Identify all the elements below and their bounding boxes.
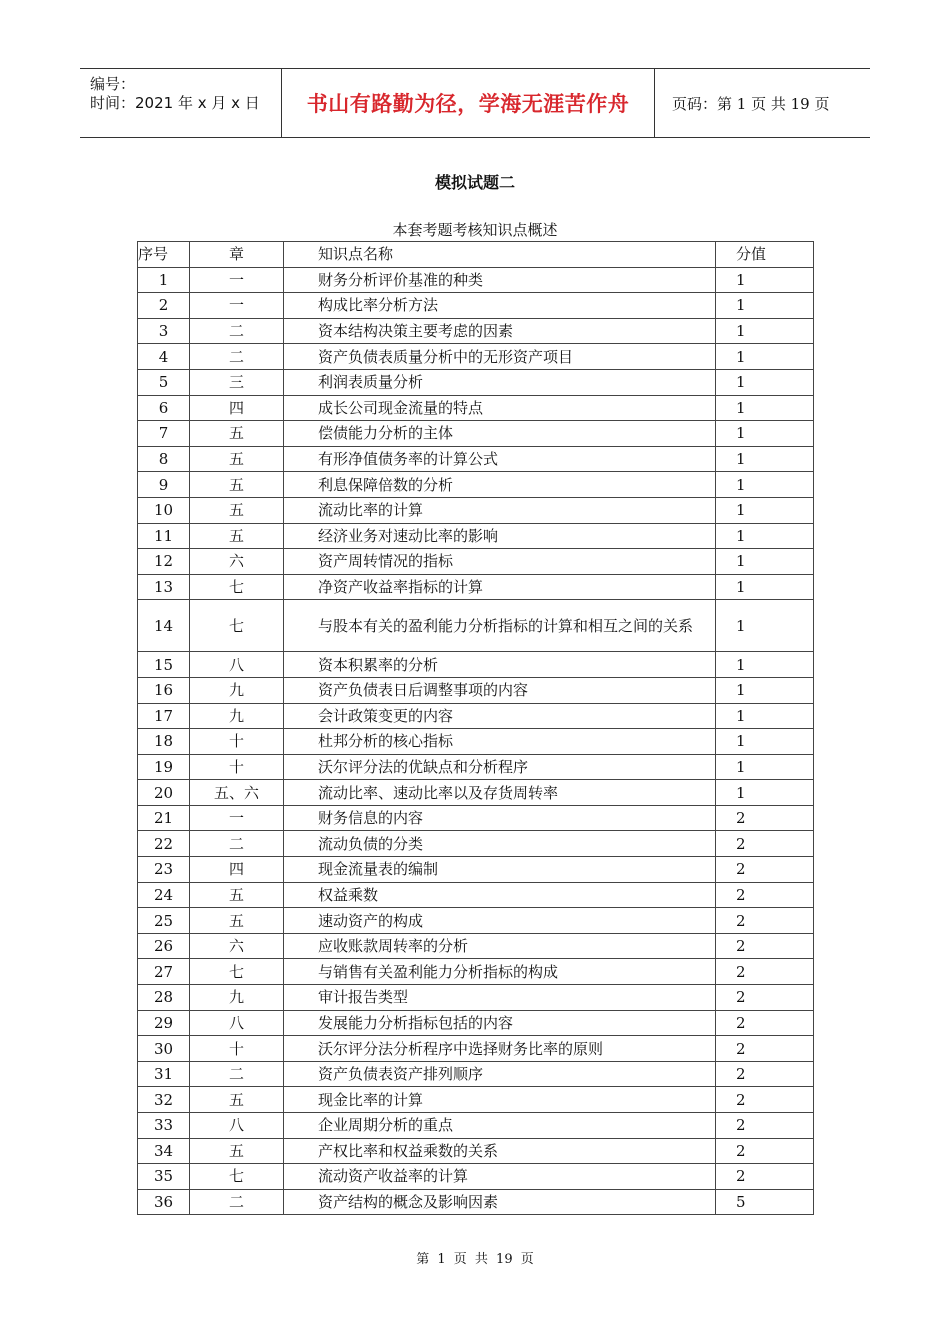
- table-row: [138, 497, 814, 523]
- header-page-info: [664, 69, 870, 137]
- row-topic: 资产负债表日后调整事项的内容: [284, 677, 716, 703]
- page-info-text: 页码：第 1 页 共 19 页: [672, 94, 830, 113]
- row-score: 1: [716, 600, 814, 652]
- page-footer: 第 1 页 共 19 页: [416, 1252, 534, 1267]
- row-topic: 与股本有关的盈利能力分析指标的计算和相互之间的关系: [284, 600, 716, 652]
- table-row: [138, 1010, 814, 1036]
- row-chapter: 八: [190, 652, 284, 678]
- row-score: 1: [716, 497, 814, 523]
- row-index: 12: [138, 549, 190, 575]
- row-index: 34: [138, 1138, 190, 1164]
- row-score: 1: [716, 395, 814, 421]
- row-topic: 构成比率分析方法: [284, 293, 716, 319]
- row-index: 30: [138, 1036, 190, 1062]
- table-row: [138, 985, 814, 1011]
- row-chapter: 六: [190, 933, 284, 959]
- row-index: 2: [138, 293, 190, 319]
- row-topic: 资本积累率的分析: [284, 652, 716, 678]
- row-score: 2: [716, 1036, 814, 1062]
- row-chapter: 五: [190, 523, 284, 549]
- table-row: [138, 318, 814, 344]
- row-chapter: 九: [190, 985, 284, 1011]
- number-label: 编号：: [90, 75, 136, 93]
- table-row: [138, 959, 814, 985]
- row-index: 19: [138, 754, 190, 780]
- row-topic: 财务分析评价基准的种类: [284, 267, 716, 293]
- table-row: [138, 472, 814, 498]
- table-row: [138, 1164, 814, 1190]
- row-index: 15: [138, 652, 190, 678]
- row-score: 1: [716, 549, 814, 575]
- table-row: [138, 446, 814, 472]
- row-index: 3: [138, 318, 190, 344]
- row-index: 35: [138, 1164, 190, 1190]
- row-index: 11: [138, 523, 190, 549]
- row-topic: 杜邦分析的核心指标: [284, 729, 716, 755]
- row-topic: 资产结构的概念及影响因素: [284, 1189, 716, 1215]
- table-row: [138, 395, 814, 421]
- row-topic: 流动比率的计算: [284, 497, 716, 523]
- row-chapter: 五: [190, 1087, 284, 1113]
- row-index: 33: [138, 1113, 190, 1139]
- row-topic: 资产负债表资产排列顺序: [284, 1061, 716, 1087]
- table-row: [138, 600, 814, 652]
- row-score: 2: [716, 933, 814, 959]
- row-chapter: 二: [190, 1189, 284, 1215]
- row-topic: 速动资产的构成: [284, 908, 716, 934]
- row-topic: 沃尔评分法的优缺点和分析程序: [284, 754, 716, 780]
- row-chapter: 二: [190, 344, 284, 370]
- row-index: 28: [138, 985, 190, 1011]
- row-chapter: 三: [190, 369, 284, 395]
- date-label: 时间：2021 年 x 月 x 日: [90, 94, 260, 112]
- row-index: 6: [138, 395, 190, 421]
- row-index: 13: [138, 574, 190, 600]
- row-topic: 与销售有关盈利能力分析指标的构成: [284, 959, 716, 985]
- row-topic: 发展能力分析指标包括的内容: [284, 1010, 716, 1036]
- row-topic: 审计报告类型: [284, 985, 716, 1011]
- row-score: 5: [716, 1189, 814, 1215]
- table-row: [138, 369, 814, 395]
- row-index: 16: [138, 677, 190, 703]
- row-score: 1: [716, 652, 814, 678]
- row-chapter: 十: [190, 1036, 284, 1062]
- row-chapter: 一: [190, 805, 284, 831]
- row-score: 2: [716, 1087, 814, 1113]
- row-topic: 产权比率和权益乘数的关系: [284, 1138, 716, 1164]
- row-score: 2: [716, 857, 814, 883]
- row-index: 24: [138, 882, 190, 908]
- row-score: 2: [716, 1061, 814, 1087]
- row-chapter: 一: [190, 267, 284, 293]
- row-index: 17: [138, 703, 190, 729]
- row-topic: 流动比率、速动比率以及存货周转率: [284, 780, 716, 806]
- row-score: 2: [716, 985, 814, 1011]
- knowledge-points-table: [137, 241, 814, 1215]
- row-chapter: 四: [190, 395, 284, 421]
- row-topic: 偿债能力分析的主体: [284, 421, 716, 447]
- row-chapter: 九: [190, 677, 284, 703]
- row-topic: 流动负债的分类: [284, 831, 716, 857]
- table-row: [138, 344, 814, 370]
- row-topic: 成长公司现金流量的特点: [284, 395, 716, 421]
- row-score: 2: [716, 882, 814, 908]
- table-row: [138, 677, 814, 703]
- table-row: [138, 780, 814, 806]
- row-index: 18: [138, 729, 190, 755]
- row-index: 5: [138, 369, 190, 395]
- row-topic: 企业周期分析的重点: [284, 1113, 716, 1139]
- row-index: 14: [138, 600, 190, 652]
- row-chapter: 五、六: [190, 780, 284, 806]
- table-row: [138, 293, 814, 319]
- table-row: [138, 421, 814, 447]
- row-topic: 财务信息的内容: [284, 805, 716, 831]
- row-chapter: 七: [190, 574, 284, 600]
- row-chapter: 五: [190, 497, 284, 523]
- row-score: 2: [716, 1164, 814, 1190]
- row-chapter: 五: [190, 472, 284, 498]
- table-row: [138, 703, 814, 729]
- row-index: 32: [138, 1087, 190, 1113]
- table-row: [138, 1061, 814, 1087]
- row-topic: 应收账款周转率的分析: [284, 933, 716, 959]
- row-chapter: 五: [190, 882, 284, 908]
- row-chapter: 一: [190, 293, 284, 319]
- row-chapter: 二: [190, 318, 284, 344]
- table-row: [138, 754, 814, 780]
- table-row: [138, 729, 814, 755]
- row-score: 2: [716, 1113, 814, 1139]
- row-score: 1: [716, 523, 814, 549]
- row-topic: 资产周转情况的指标: [284, 549, 716, 575]
- row-score: 1: [716, 369, 814, 395]
- table-row: [138, 831, 814, 857]
- table-row: [138, 805, 814, 831]
- row-score: 1: [716, 446, 814, 472]
- row-topic: 利润表质量分析: [284, 369, 716, 395]
- row-index: 8: [138, 446, 190, 472]
- table-row: [138, 857, 814, 883]
- header-topic: 知识点名称: [284, 242, 716, 268]
- row-index: 21: [138, 805, 190, 831]
- table-row: [138, 882, 814, 908]
- row-score: 2: [716, 1010, 814, 1036]
- row-score: 2: [716, 831, 814, 857]
- document-title: 模拟试题二: [434, 173, 515, 192]
- row-score: 1: [716, 472, 814, 498]
- row-chapter: 五: [190, 446, 284, 472]
- row-chapter: 二: [190, 831, 284, 857]
- table-row: [138, 652, 814, 678]
- row-topic: 净资产收益率指标的计算: [284, 574, 716, 600]
- row-score: 1: [716, 267, 814, 293]
- row-topic: 权益乘数: [284, 882, 716, 908]
- row-index: 20: [138, 780, 190, 806]
- row-chapter: 五: [190, 908, 284, 934]
- row-chapter: 九: [190, 703, 284, 729]
- row-chapter: 五: [190, 421, 284, 447]
- row-topic: 利息保障倍数的分析: [284, 472, 716, 498]
- row-index: 10: [138, 497, 190, 523]
- row-topic: 会计政策变更的内容: [284, 703, 716, 729]
- row-index: 23: [138, 857, 190, 883]
- row-chapter: 八: [190, 1010, 284, 1036]
- row-topic: 经济业务对速动比率的影响: [284, 523, 716, 549]
- row-score: 2: [716, 805, 814, 831]
- table-row: [138, 523, 814, 549]
- row-index: 31: [138, 1061, 190, 1087]
- table-body: [138, 242, 814, 1215]
- row-score: 1: [716, 574, 814, 600]
- table-caption: 本套考题考核知识点概述: [392, 221, 558, 239]
- table-row: [138, 1036, 814, 1062]
- header-index: 序号: [138, 242, 190, 268]
- row-chapter: 二: [190, 1061, 284, 1087]
- table-row: [138, 1087, 814, 1113]
- row-score: 1: [716, 318, 814, 344]
- header-meta: [80, 69, 280, 137]
- row-chapter: 七: [190, 600, 284, 652]
- table-row: [138, 1113, 814, 1139]
- page-header: [80, 68, 870, 138]
- row-topic: 有形净值债务率的计算公式: [284, 446, 716, 472]
- row-topic: 沃尔评分法分析程序中选择财务比率的原则: [284, 1036, 716, 1062]
- row-score: 1: [716, 729, 814, 755]
- row-score: 1: [716, 293, 814, 319]
- row-score: 1: [716, 703, 814, 729]
- table-row: [138, 1138, 814, 1164]
- row-index: 22: [138, 831, 190, 857]
- row-score: 1: [716, 754, 814, 780]
- row-index: 25: [138, 908, 190, 934]
- row-topic: 资本结构决策主要考虑的因素: [284, 318, 716, 344]
- row-chapter: 七: [190, 1164, 284, 1190]
- row-score: 1: [716, 344, 814, 370]
- row-index: 26: [138, 933, 190, 959]
- row-topic: 现金比率的计算: [284, 1087, 716, 1113]
- table-row: [138, 933, 814, 959]
- header-motto: 书山有路勤为径，学海无涯苦作舟: [281, 69, 655, 137]
- table-row: [138, 908, 814, 934]
- row-score: 1: [716, 421, 814, 447]
- row-score: 1: [716, 780, 814, 806]
- row-index: 1: [138, 267, 190, 293]
- row-chapter: 六: [190, 549, 284, 575]
- table-row: [138, 1189, 814, 1215]
- row-chapter: 七: [190, 959, 284, 985]
- row-chapter: 五: [190, 1138, 284, 1164]
- row-index: 4: [138, 344, 190, 370]
- row-score: 2: [716, 959, 814, 985]
- row-chapter: 十: [190, 729, 284, 755]
- header-chapter: 章: [190, 242, 284, 268]
- row-score: 1: [716, 677, 814, 703]
- row-topic: 现金流量表的编制: [284, 857, 716, 883]
- row-score: 2: [716, 908, 814, 934]
- row-chapter: 四: [190, 857, 284, 883]
- row-chapter: 八: [190, 1113, 284, 1139]
- row-topic: 流动资产收益率的计算: [284, 1164, 716, 1190]
- header-score: 分值: [716, 242, 814, 268]
- row-index: 7: [138, 421, 190, 447]
- table-row: [138, 574, 814, 600]
- row-topic: 资产负债表质量分析中的无形资产项目: [284, 344, 716, 370]
- row-score: 2: [716, 1138, 814, 1164]
- table-row: [138, 549, 814, 575]
- row-index: 29: [138, 1010, 190, 1036]
- row-index: 27: [138, 959, 190, 985]
- row-chapter: 十: [190, 754, 284, 780]
- row-index: 36: [138, 1189, 190, 1215]
- row-index: 9: [138, 472, 190, 498]
- table-header-row: [138, 242, 814, 268]
- table-row: [138, 267, 814, 293]
